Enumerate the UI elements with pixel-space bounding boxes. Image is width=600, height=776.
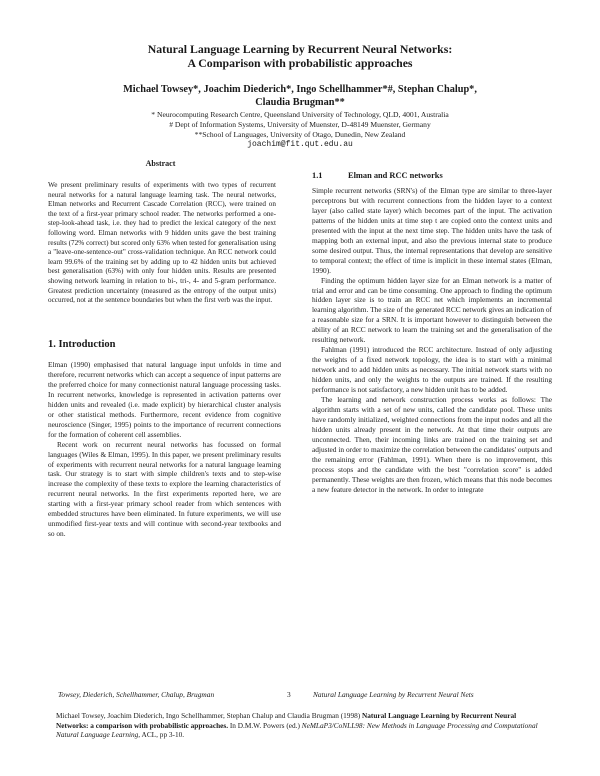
abstract-heading: Abstract xyxy=(145,159,176,168)
citation-venue: NeMLaP3/CoNLL98: New Methods in Language Processing and Computational Natural Language Learning, xyxy=(56,720,538,740)
citation-editor: In D.M.W. Powers (ed.) xyxy=(229,720,300,730)
abstract-text: We present preliminary results of experiments with two types of recurrent neural networks for a natural language learning task. The neural networks, Elman networks and Recurrent Cascade Correlation (RCC), were trained on the text of a first-year primary school reader. The networks performed a one-step-look-ahead task, i.e. they had to predict the lexical category of the next following word. Elman networks with 9 hidden units gave the best training results (72% correct) but scored only 63% when tested for generalisation using a "leave-one-sentence-out" cross-validation technique. An RCC network could learn 99.6% of the training set by adding up to 42 hidden units but achieved best generalisation (63%) with only four hidden units. Results are presented showing network learning in relation to bi-, tri-, 4- and 5-gram performance. Greatest prediction uncertainty (measured as the entropy of the output units) occurred, not at the sentence boundaries but when the first verb was the input. xyxy=(48,181,276,305)
abstract-body xyxy=(48,181,276,306)
section-1-1-paragraph-2: Finding the optimum hidden layer size for an Elman network is a matter of trial and error and can be time consuming. One approach to finding the optimum hidden layer size is to train an RCC net which implements an incremental learning algorithm. The size of the generated RCC network gives an indication of a reasonable size for a SRN. It is important however to distinguish between the ability of an RCC network to learn the training set and the generalisation of the resulting network. xyxy=(312,275,552,345)
affiliation-muenster: # Dept of Information Systems, University of Muenster, D-48149 Muenster, Germany xyxy=(169,120,431,129)
section-1-1-body xyxy=(312,186,552,495)
citation-authors: Michael Towsey, Joachim Diederich, Ingo Schellhammer, Stephan Chalup and Claudia Brugman (1998) xyxy=(56,711,361,720)
title-line-2: A Comparison with probabilistic approaches xyxy=(187,56,413,70)
contact-email: joachim@fit.qut.edu.au xyxy=(247,140,353,149)
intro-paragraph-1: Elman (1990) emphasised that natural language input unfolds in time and therefore, recurrent networks which can accept a sequence of input patterns are the preferred choice for many connectionist natural language processing tasks. In recurrent networks, knowledge is represented in activation patterns over hidden units and revealed (i.e. made explicit) by hierarchical cluster analysis or other statistical methods. Furthermore, recent evidence from cognitive neuroscience (Singer, 1995) points to the importance of recurrent connections for the formation of coherent cell assemblies. xyxy=(48,360,281,439)
section-1-1-number: 1.1 xyxy=(312,171,323,180)
affiliations xyxy=(60,110,540,140)
section-1-1-heading xyxy=(312,171,443,180)
citation-title: Natural Language Learning by Recurrent Neural Networks: a comparison with probabilistic approaches. xyxy=(56,711,517,730)
introduction-heading: 1. Introduction xyxy=(48,339,116,350)
intro-paragraph-2: Recent work on recurrent neural networks has focussed on formal languages (Wiles & Elman, 1995). In this paper, we present preliminary results of experiments with recurrent neural networks for a natural language learning task. Our strategy is to start with simple children's texts and to step-wise increase the complexity of these texts to explore the learning characteristics of recurrent neural networks. In the first experiments reported here, we are starting with a first-year primary school reader from which sentences with embedded structures have been eliminated. In future experiments, we will use unmodified first-year texts and will continue with second-year textbooks and so on. xyxy=(48,439,281,539)
authors-line-2: Claudia Brugman** xyxy=(255,97,345,108)
authors-line-1: Michael Towsey*, Joachim Diederich*, Ingo Schellhammer*#, Stephan Chalup*, xyxy=(123,84,477,95)
running-footer-authors: Towsey, Diederich, Schellhammer, Chalup, Brugman xyxy=(58,690,215,699)
page-number: 3 xyxy=(287,690,291,699)
section-1-1-paragraph-3: Fahlman (1991) introduced the RCC architecture. Instead of only adjusting the weights of a fixed network topology, the idea is to start with a minimal network and to add hidden units as necessary. The initial network starts with no hidden units, and only the weights to the outputs are trained. If the resulting performance is not satisfactory, a new hidden unit has to be added. xyxy=(312,345,552,395)
title-line-1: Natural Language Learning by Recurrent Neural Networks: xyxy=(147,42,453,56)
introduction-body xyxy=(48,360,281,539)
affiliation-otago: **School of Languages, University of Otago, Dunedin, New Zealand xyxy=(194,130,406,139)
citation-block xyxy=(56,711,546,740)
running-footer-title: Natural Language Learning by Recurrent Neural Nets xyxy=(313,690,474,699)
author-list xyxy=(60,83,540,109)
citation-pages: ACL, pp 3-10. xyxy=(141,730,185,740)
section-1-1-paragraph-1: Simple recurrent networks (SRN's) of the Elman type are similar to three-layer perceptrons but with recurrent connections from the hidden layer to a context layer (also called state layer) which becomes part of the input. The activation patterns of the hidden units at time step t are copied onto the context units and presented with the input at the next time step. The hidden units have the task of mapping both an external input, and also the previous internal state to produce some desired output. Thus, the internal representations that develop are sensitive to temporal context; the effect of time is implicit in these internal states (Elman, 1990). xyxy=(312,186,552,275)
affiliation-qut: * Neurocomputing Research Centre, Queensland University of Technology, QLD, 4001, Australia xyxy=(151,110,449,119)
section-1-1-title: Elman and RCC networks xyxy=(348,171,443,180)
paper-title xyxy=(60,42,540,70)
section-1-1-paragraph-4: The learning and network construction process works as follows: The algorithm starts with a set of new units, called the candidate pool. These units have randomly initialized, weighted connections from the input nodes and all the hidden units already present in the network. At that time their outputs are unconnected. Then, their incoming links are trained on the training set and adjusted in order to maximize the correlation between the candidates' outputs and the remaining error (Fahlman, 1991). When there is no improvement, this process stops and the candidate with the best "correlation score" is added permanently. These weights are then frozen, which means that this node becomes a new feature detector in the network. In order to integrate xyxy=(312,395,552,494)
